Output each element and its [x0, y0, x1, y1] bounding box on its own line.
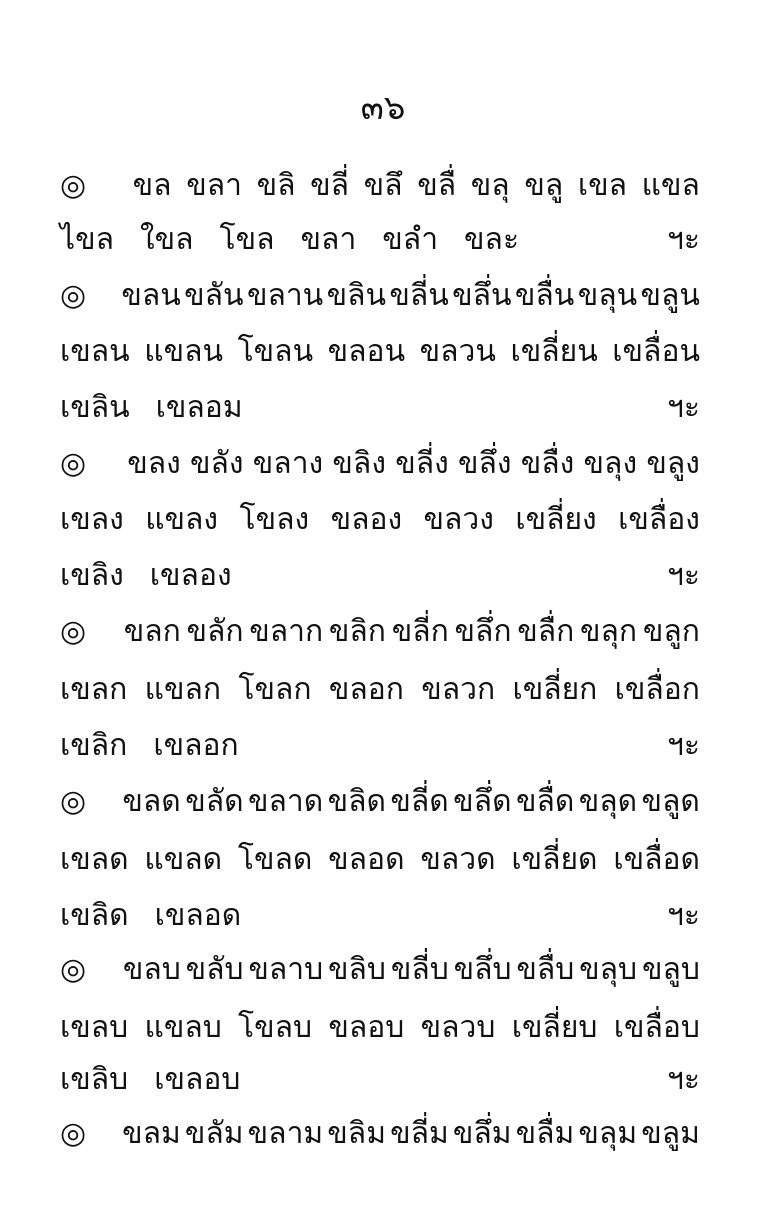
syllable-word: ขลิบ: [328, 952, 386, 987]
syllable-word: ขลึ่บ: [453, 952, 512, 987]
syllable-word: ขลี่ก: [391, 614, 449, 649]
syllable-word: เขลี่ยน: [510, 334, 598, 369]
syllable-word: เขลอก: [153, 728, 239, 763]
syllable-word: ขลาด: [247, 784, 324, 819]
syllable-word: ขลด: [122, 784, 181, 819]
text-line: [60, 598, 700, 654]
bullet-mark: ◎: [60, 278, 87, 313]
syllable-word: ขล: [132, 168, 172, 203]
line-end-mark: ฯะ: [667, 390, 700, 425]
syllable-word: ขลอก: [328, 672, 404, 707]
text-line: [60, 936, 700, 992]
syllable-word: เขลอง: [149, 558, 232, 593]
syllable-word: ขลึ่ม: [452, 1116, 512, 1151]
text-line: [60, 318, 700, 374]
syllable-word: ขลูม: [641, 1116, 700, 1151]
syllable-word: ขลัน: [184, 278, 244, 313]
syllable-word: เขลิง: [60, 558, 124, 593]
syllable-word: ขลวง: [423, 502, 494, 537]
syllable-word: ขลี่น: [389, 278, 449, 313]
syllable-word: ขลิง: [332, 446, 386, 481]
syllable-word: เขลี่ยบ: [511, 1010, 598, 1045]
syllable-word: ขลอด: [328, 842, 405, 877]
syllable-word: ขลวด: [420, 842, 496, 877]
line-end-mark: ฯะ: [667, 222, 700, 257]
syllable-word: ขลาน: [246, 278, 324, 313]
text-line: [60, 1046, 700, 1102]
line-end-mark: ฯะ: [667, 558, 700, 593]
syllable-word: เขลิน: [60, 390, 130, 425]
syllable-word: ขลื่ด: [515, 784, 575, 819]
syllable-word: ขลิม: [327, 1116, 386, 1151]
bullet-mark: ◎: [60, 446, 87, 481]
syllable-word: ขลิ: [256, 168, 296, 203]
syllable-word: ขลวน: [419, 334, 496, 369]
syllable-word: เขลิบ: [60, 1062, 129, 1097]
syllable-word: ขลัด: [185, 784, 244, 819]
line-end-mark: ฯะ: [667, 898, 700, 933]
syllable-word: ขลก: [123, 614, 181, 649]
syllable-word: ขลวบ: [420, 1010, 496, 1045]
syllable-word: ขลูบ: [641, 952, 700, 987]
syllable-word: ขลอบ: [328, 1010, 405, 1045]
syllable-word: เขลื่อง: [618, 502, 700, 537]
syllable-word: ขลาง: [252, 446, 324, 481]
text-line: [60, 206, 700, 262]
syllable-word: ขลุง: [583, 446, 638, 481]
text-line: [60, 262, 700, 318]
text-line: [60, 152, 700, 208]
syllable-word: เขลี่ยด: [511, 842, 598, 877]
text-line: [60, 656, 700, 712]
syllable-word: ขลี่ม: [390, 1116, 449, 1151]
syllable-word: ขลอง: [330, 502, 403, 537]
syllable-word: ขลา: [186, 168, 242, 203]
syllable-word: ขลุก: [580, 614, 638, 649]
text-line: [60, 768, 700, 824]
line-end-mark: ฯะ: [667, 1062, 700, 1097]
syllable-word: ขลี่บ: [390, 952, 449, 987]
bullet-mark: ◎: [60, 1116, 87, 1151]
syllable-word: ขลึ่ง: [457, 446, 512, 481]
syllable-word: เขลก: [60, 672, 128, 707]
syllable-word: ขลึ: [363, 168, 403, 203]
syllable-word: ไขล: [60, 222, 114, 257]
syllable-word: ขลุ: [470, 168, 510, 203]
syllable-word: ขละ: [464, 222, 520, 257]
syllable-word: โขลก: [238, 672, 312, 707]
syllable-word: เขลื่อน: [612, 334, 700, 369]
syllable-word: เขล: [577, 168, 628, 203]
line-end-mark: ฯะ: [667, 728, 700, 763]
syllable-word: ขลี่: [310, 168, 350, 203]
syllable-word: ขลง: [127, 446, 181, 481]
text-line: [60, 1100, 700, 1156]
syllable-word: เขลิก: [60, 728, 128, 763]
syllable-word: ขลุด: [578, 784, 638, 819]
syllable-word: โขลบ: [238, 1010, 313, 1045]
syllable-word: เขลี่ยก: [512, 672, 598, 707]
syllable-word: ขลอน: [327, 334, 406, 369]
syllable-word: ขลี่ง: [395, 446, 449, 481]
syllable-word: ขลาบ: [248, 952, 324, 987]
syllable-word: ขลัก: [186, 614, 244, 649]
syllable-word: แขลด: [144, 842, 223, 877]
text-line: [60, 712, 700, 768]
bullet-mark: ◎: [60, 168, 87, 203]
text-line: [60, 430, 700, 486]
text-line: [60, 826, 700, 882]
page-number: ๓๖: [360, 88, 406, 128]
syllable-word: เขลอด: [154, 898, 242, 933]
syllable-word: ขลน: [121, 278, 181, 313]
syllable-word: ขลูด: [641, 784, 700, 819]
syllable-word: แขล: [641, 168, 700, 203]
syllable-word: ขลวก: [421, 672, 496, 707]
syllable-word: ขลม: [122, 1116, 181, 1151]
syllable-word: เขลิด: [60, 898, 129, 933]
syllable-word: ขลื่ง: [520, 446, 575, 481]
syllable-word: เขลง: [60, 502, 124, 537]
syllable-word: ขลุบ: [579, 952, 638, 987]
syllable-word: ใขล: [139, 222, 194, 257]
syllable-word: ขลัง: [190, 446, 244, 481]
syllable-word: โขลด: [237, 842, 313, 877]
syllable-word: แขลน: [144, 334, 223, 369]
syllable-word: เขลื่อก: [614, 672, 700, 707]
syllable-word: ขลื่น: [514, 278, 575, 313]
syllable-word: ขลัม: [184, 1116, 244, 1151]
syllable-word: โขลน: [237, 334, 314, 369]
syllable-word: ขลื่: [417, 168, 457, 203]
syllable-word: ขลี่ด: [390, 784, 449, 819]
syllable-word: ขลึ่น: [452, 278, 512, 313]
syllable-word: ขลูน: [640, 278, 700, 313]
syllable-word: ขลิด: [327, 784, 386, 819]
syllable-word: เขลี่ยง: [515, 502, 597, 537]
syllable-word: เขลบ: [60, 1010, 129, 1045]
syllable-word: ขลิก: [328, 614, 386, 649]
text-line: [60, 486, 700, 542]
syllable-word: เขลื่อบ: [613, 1010, 700, 1045]
bullet-mark: ◎: [60, 614, 87, 649]
bullet-mark: ◎: [60, 952, 87, 987]
syllable-word: ขลับ: [185, 952, 244, 987]
syllable-word: เขลอบ: [154, 1062, 241, 1097]
syllable-word: ขลื่ม: [515, 1116, 575, 1151]
syllable-word: เขลน: [60, 334, 130, 369]
syllable-word: ขลา: [300, 222, 357, 257]
syllable-word: แขลบ: [144, 1010, 222, 1045]
text-line: [60, 542, 700, 598]
syllable-word: ขลื่บ: [516, 952, 575, 987]
syllable-word: ขลาม: [247, 1116, 324, 1151]
text-line: [60, 374, 700, 430]
syllable-word: เขลอม: [155, 390, 243, 425]
syllable-word: ขลึ่ก: [454, 614, 512, 649]
syllable-word: โขลง: [239, 502, 310, 537]
syllable-word: ขลิน: [326, 278, 386, 313]
syllable-word: โขล: [219, 222, 275, 257]
syllable-word: ขลาก: [249, 614, 324, 649]
syllable-word: ขลู: [524, 168, 564, 203]
syllable-word: ขลุม: [578, 1116, 638, 1151]
syllable-word: แขลง: [145, 502, 219, 537]
syllable-word: ขลบ: [122, 952, 181, 987]
syllable-word: ขลึ่ด: [453, 784, 512, 819]
syllable-word: ขลูก: [642, 614, 700, 649]
syllable-word: เขลด: [60, 842, 129, 877]
syllable-word: เขลื่อด: [613, 842, 700, 877]
syllable-word: ขลุน: [577, 278, 638, 313]
syllable-word: ขลื่ก: [517, 614, 575, 649]
bullet-mark: ◎: [60, 784, 87, 819]
syllable-word: แขลก: [144, 672, 222, 707]
syllable-word: ขลูง: [646, 446, 700, 481]
syllable-word: ขลำ: [382, 222, 439, 257]
text-line: [60, 994, 700, 1050]
text-line: [60, 882, 700, 938]
